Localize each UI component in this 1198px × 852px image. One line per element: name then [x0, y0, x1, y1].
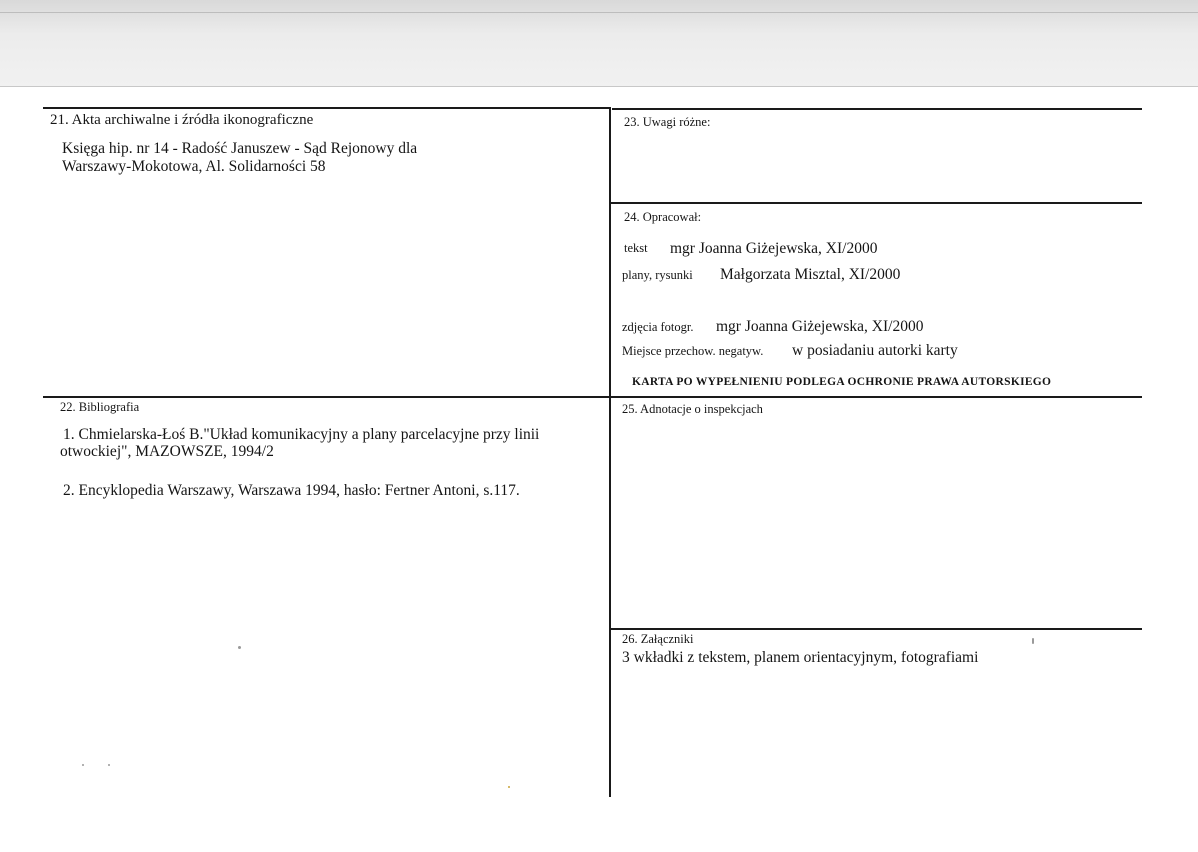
scan-speck	[82, 764, 84, 766]
zdjecia-value: mgr Joanna Giżejewska, XI/2000	[716, 318, 924, 335]
top-rule-right	[612, 108, 1142, 110]
miejsce-label: Miejsce przechow. negatyw.	[622, 344, 764, 358]
section-22-heading: 22. Bibliografia	[60, 400, 140, 414]
bibliography-item-2: 2. Encyklopedia Warszawy, Warszawa 1994, hasło: Fertner Antoni, s.117.	[63, 482, 520, 499]
section-26-heading: 26. Załączniki	[622, 632, 694, 646]
middle-rule	[43, 396, 1142, 398]
rule-23-24	[611, 202, 1142, 204]
tekst-value: mgr Joanna Giżejewska, XI/2000	[670, 240, 878, 257]
tekst-label: tekst	[624, 241, 648, 255]
section-23-heading: 23. Uwagi różne:	[624, 115, 711, 129]
section-25-heading: 25. Adnotacje o inspekcjach	[622, 402, 763, 416]
scan-speck	[238, 646, 241, 649]
scan-speck	[108, 764, 110, 766]
scan-speck	[508, 786, 510, 788]
section-21-heading: 21. Akta archiwalne i źródła ikonograficzne	[50, 112, 314, 128]
section-24-heading: 24. Opracował:	[624, 210, 702, 224]
bibliography-item-1-line-1: 1. Chmielarska-Łoś B."Układ komunikacyjny a plany parcelacyjne przy linii	[63, 426, 540, 443]
bibliography-item-1-line-2: otwockiej", MAZOWSZE, 1994/2	[60, 443, 274, 460]
rule-25-26	[611, 628, 1142, 630]
miejsce-value: w posiadaniu autorki karty	[792, 342, 958, 359]
scanner-edge	[0, 0, 1198, 87]
section-21-line-1: Księga hip. nr 14 - Radość Januszew - Sąd Rejonowy dla	[62, 140, 418, 157]
plany-label: plany, rysunki	[622, 268, 693, 282]
scan-speck	[1032, 638, 1034, 644]
top-rule-left	[43, 107, 610, 109]
copyright-notice: KARTA PO WYPEŁNIENIU PODLEGA OCHRONIE PRAWA AUTORSKIEGO	[632, 376, 1052, 388]
plany-value: Małgorzata Misztal, XI/2000	[720, 266, 901, 283]
center-divider	[609, 107, 611, 797]
zdjecia-label: zdjęcia fotogr.	[622, 320, 694, 334]
section-21-line-2: Warszawy-Mokotowa, Al. Solidarności 58	[62, 158, 326, 175]
section-26-content: 3 wkładki z tekstem, planem orientacyjnym, fotografiami	[622, 649, 979, 666]
